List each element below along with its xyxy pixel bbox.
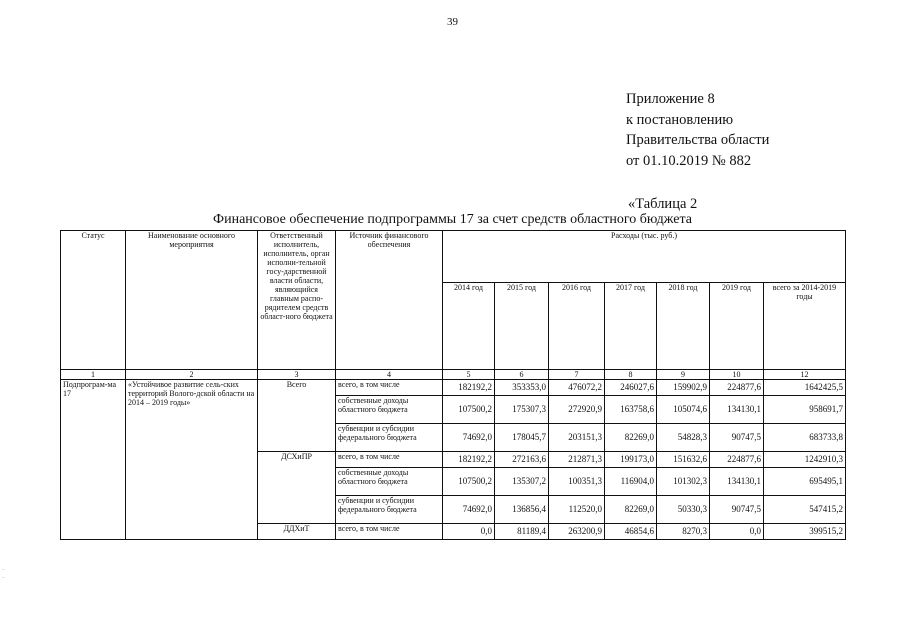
header-year: 2016 год — [549, 283, 605, 370]
status-cell: Подпрограм-ма 17 — [61, 380, 126, 540]
value-cell: 159902,9 — [657, 380, 710, 396]
value-cell: 100351,3 — [549, 468, 605, 496]
source-cell: субвенции и субсидии федерального бюджета — [336, 496, 443, 524]
appendix-block — [626, 89, 769, 171]
value-cell: 683733,8 — [764, 424, 846, 452]
value-cell: 90747,5 — [710, 496, 764, 524]
value-cell: 224877,6 — [710, 380, 764, 396]
value-cell: 135307,2 — [495, 468, 549, 496]
value-cell: 695495,1 — [764, 468, 846, 496]
financing-table — [60, 230, 846, 540]
value-cell: 82269,0 — [605, 424, 657, 452]
value-cell: 107500,2 — [443, 396, 495, 424]
value-cell: 136856,4 — [495, 496, 549, 524]
column-number: 12 — [764, 370, 846, 380]
value-cell: 81189,4 — [495, 524, 549, 540]
value-cell: 0,0 — [443, 524, 495, 540]
value-cell: 8270,3 — [657, 524, 710, 540]
header-source: Источник финансового обеспечения — [336, 231, 443, 370]
value-cell: 101302,3 — [657, 468, 710, 496]
table-label: «Таблица 2 — [628, 196, 698, 212]
column-number: 4 — [336, 370, 443, 380]
value-cell: 958691,7 — [764, 396, 846, 424]
value-cell: 74692,0 — [443, 424, 495, 452]
page-number: 39 — [447, 16, 458, 28]
value-cell: 74692,0 — [443, 496, 495, 524]
value-cell: 1642425,5 — [764, 380, 846, 396]
value-cell: 212871,3 — [549, 452, 605, 468]
column-number: 3 — [258, 370, 336, 380]
source-cell: всего, в том числе — [336, 452, 443, 468]
header-year: 2017 год — [605, 283, 657, 370]
executor-cell: ДСХиПР — [258, 452, 336, 524]
value-cell: 0,0 — [710, 524, 764, 540]
header-status: Статус — [61, 231, 126, 370]
value-cell: 182192,2 — [443, 452, 495, 468]
value-cell: 272920,9 — [549, 396, 605, 424]
value-cell: 1242910,3 — [764, 452, 846, 468]
header-total: всего за 2014-2019 годы — [764, 283, 846, 370]
header-year: 2015 год — [495, 283, 549, 370]
executor-cell: Всего — [258, 380, 336, 452]
column-number: 6 — [495, 370, 549, 380]
appendix-line: к постановлению — [626, 111, 734, 128]
value-cell: 399515,2 — [764, 524, 846, 540]
value-cell: 224877,6 — [710, 452, 764, 468]
value-cell: 476072,2 — [549, 380, 605, 396]
appendix-line: от 01.10.2019 № 882 — [626, 152, 752, 169]
value-cell: 199173,0 — [605, 452, 657, 468]
column-number: 5 — [443, 370, 495, 380]
header-expenses: Расходы (тыс. руб.) — [443, 231, 846, 283]
column-number: 9 — [657, 370, 710, 380]
value-cell: 46854,6 — [605, 524, 657, 540]
column-number: 7 — [549, 370, 605, 380]
header-executor: Ответственный исполнитель, исполнитель, орган исполни-тельной госу-дарственной власти области, являющийся главным распо-рядителем средств област-ного бюджета — [258, 231, 336, 370]
header-year: 2018 год — [657, 283, 710, 370]
value-cell: 134130,1 — [710, 468, 764, 496]
value-cell: 203151,3 — [549, 424, 605, 452]
scan-edge-mark: · — [2, 566, 5, 574]
column-number: 10 — [710, 370, 764, 380]
appendix-line: Приложение 8 — [626, 91, 715, 107]
value-cell: 182192,2 — [443, 380, 495, 396]
value-cell: 178045,7 — [495, 424, 549, 452]
table-title: Финансовое обеспечение подпрограммы 17 за счет средств областного бюджета — [213, 212, 692, 227]
value-cell: 246027,6 — [605, 380, 657, 396]
value-cell: 54828,3 — [657, 424, 710, 452]
source-cell: собственные доходы областного бюджета — [336, 468, 443, 496]
value-cell: 272163,6 — [495, 452, 549, 468]
appendix-line: Правительства области — [626, 132, 770, 148]
source-cell: собственные доходы областного бюджета — [336, 396, 443, 424]
value-cell: 107500,2 — [443, 468, 495, 496]
value-cell: 90747,5 — [710, 424, 764, 452]
value-cell: 82269,0 — [605, 496, 657, 524]
scan-edge-mark: · — [2, 574, 5, 582]
value-cell: 175307,3 — [495, 396, 549, 424]
header-name: Наименование основного мероприятия — [126, 231, 258, 370]
column-number: 8 — [605, 370, 657, 380]
header-year: 2014 год — [443, 283, 495, 370]
value-cell: 163758,6 — [605, 396, 657, 424]
column-number: 2 — [126, 370, 258, 380]
executor-cell: ДДХиТ — [258, 524, 336, 540]
name-cell: «Устойчивое развитие сель-ских территорий Волого-дской области на 2014 – 2019 годы» — [126, 380, 258, 540]
value-cell: 263200,9 — [549, 524, 605, 540]
source-cell: всего, в том числе — [336, 524, 443, 540]
value-cell: 547415,2 — [764, 496, 846, 524]
source-cell: субвенции и субсидии федерального бюджета — [336, 424, 443, 452]
value-cell: 116904,0 — [605, 468, 657, 496]
value-cell: 50330,3 — [657, 496, 710, 524]
value-cell: 353353,0 — [495, 380, 549, 396]
value-cell: 151632,6 — [657, 452, 710, 468]
value-cell: 112520,0 — [549, 496, 605, 524]
column-number: 1 — [61, 370, 126, 380]
value-cell: 105074,6 — [657, 396, 710, 424]
value-cell: 134130,1 — [710, 396, 764, 424]
source-cell: всего, в том числе — [336, 380, 443, 396]
header-year: 2019 год — [710, 283, 764, 370]
